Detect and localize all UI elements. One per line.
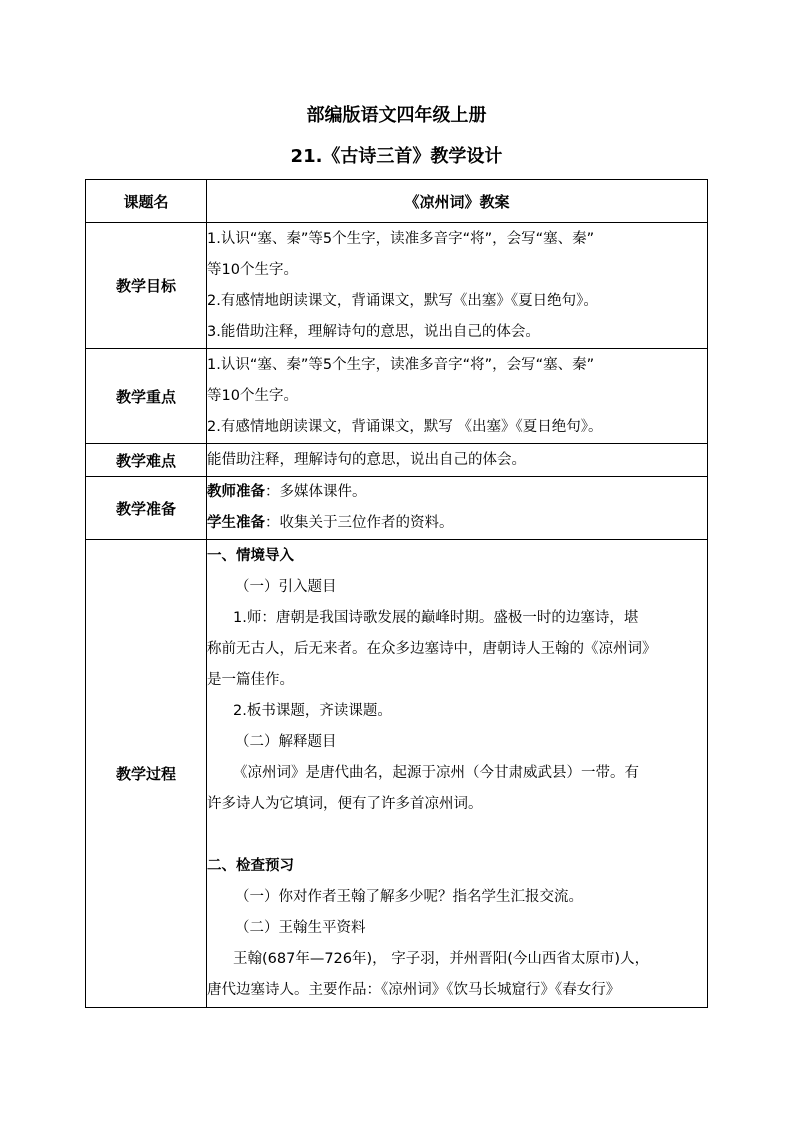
process-subheading: （一）引入题目: [235, 579, 337, 595]
process-subheading: （一）你对作者王翰了解多少呢？指名学生汇报交流。: [235, 889, 583, 905]
lesson-plan-table: [85, 179, 708, 1008]
goals-line: 1.认识“塞、秦”等5个生字，读准多音字“将”，会写“塞、秦”: [207, 230, 595, 247]
teacher-preparation-label: 教师准备: [207, 484, 265, 500]
row-value-process: [207, 540, 708, 1008]
process-paragraph-line: 1.师：唐朝是我国诗歌发展的巅峰时期。盛极一时的边塞诗，堪: [233, 610, 639, 626]
teacher-preparation-text: ：多媒体课件。: [265, 484, 367, 500]
row-value-key-points: [207, 349, 708, 444]
process-paragraph-line: 是一篇佳作。: [207, 672, 294, 688]
goals-line: 等10个生字。: [207, 261, 298, 278]
student-preparation-label: 学生准备: [207, 515, 265, 531]
process-subheading: （二）王翰生平资料: [235, 920, 366, 936]
row-label-topic: 课题名: [86, 180, 207, 223]
key-points-line: 2.有感情地朗读课文，背诵课文，默写 《出塞》《夏日绝句》。: [207, 418, 603, 435]
table-row-process: [86, 540, 708, 1008]
table-row-goals: [86, 223, 708, 349]
row-label-goals: 教学目标: [86, 223, 207, 349]
document-title: 部编版语文四年级上册: [306, 105, 487, 126]
row-value-preparation: [207, 477, 708, 540]
process-paragraph-line: 《凉州词》是唐代曲名，起源于凉州（今甘肃威武县）一带。有: [233, 765, 639, 781]
table-row-key-points: [86, 349, 708, 444]
process-subheading: （二）解释题目: [235, 734, 337, 750]
row-label-difficulties: 教学难点: [86, 444, 207, 477]
process-paragraph-line: 称前无古人，后无来者。在众多边塞诗中，唐朝诗人王翰的《凉州词》: [207, 641, 657, 657]
difficulties-text: 能借助注释，理解诗句的意思，说出自己的体会。: [207, 451, 526, 468]
teacher-preparation: [207, 477, 707, 508]
row-label-preparation: 教学准备: [86, 477, 207, 540]
student-preparation-text: ：收集关于三位作者的资料。: [265, 515, 454, 531]
student-preparation: [207, 508, 707, 539]
document-subtitle: 21.《古诗三首》教学设计: [290, 146, 503, 167]
process-section-heading: 一、情境导入: [207, 548, 294, 564]
goals-line: 2.有感情地朗读课文，背诵课文，默写《出塞》《夏日绝句》。: [207, 292, 598, 309]
key-points-line: 1.认识“塞、秦”等5个生字，读准多音字“将”，会写“塞、秦”: [207, 356, 595, 373]
goals-line: 3.能借助注释，理解诗句的意思，说出自己的体会。: [207, 323, 540, 340]
row-value-difficulties: [207, 444, 708, 477]
process-paragraph-line: 2.板书课题，齐读课题。: [233, 703, 392, 719]
table-row-header: [86, 180, 708, 223]
key-points-line: 等10个生字。: [207, 387, 298, 404]
process-paragraph-line: 许多诗人为它填词，便有了许多首凉州词。: [207, 796, 483, 812]
process-section-heading: 二、检查预习: [207, 858, 294, 874]
process-spacer: [207, 820, 707, 851]
process-paragraph-line: 唐代边塞诗人。主要作品：《凉州词》《饮马长城窟行》《春女行》: [207, 982, 621, 998]
process-paragraph-line: 王翰(687年—726年)， 字子羽，并州晋阳(今山西省太原市)人，: [233, 951, 650, 967]
row-label-key-points: 教学重点: [86, 349, 207, 444]
row-label-process: 教学过程: [86, 540, 207, 1008]
row-value-topic: 《凉州词》教案: [207, 180, 708, 223]
table-row-preparation: [86, 477, 708, 540]
row-value-goals: [207, 223, 708, 349]
table-row-difficulties: [86, 444, 708, 477]
